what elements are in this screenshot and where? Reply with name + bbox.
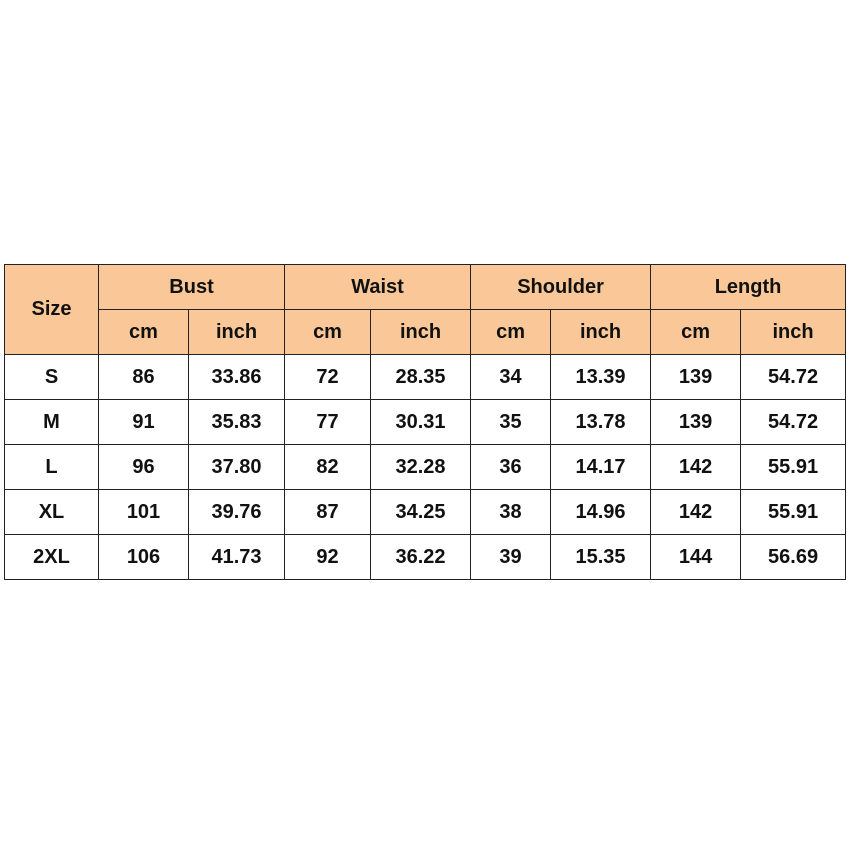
value-cell: 13.78 (551, 400, 651, 445)
header-length: Length (651, 265, 846, 310)
unit-header: cm (471, 310, 551, 355)
value-cell: 54.72 (741, 400, 846, 445)
value-cell: 37.80 (189, 445, 285, 490)
value-cell: 36 (471, 445, 551, 490)
value-cell: 35.83 (189, 400, 285, 445)
header-waist: Waist (285, 265, 471, 310)
value-cell: 72 (285, 355, 371, 400)
value-cell: 92 (285, 535, 371, 580)
value-cell: 82 (285, 445, 371, 490)
value-cell: 96 (99, 445, 189, 490)
value-cell: 101 (99, 490, 189, 535)
value-cell: 13.39 (551, 355, 651, 400)
value-cell: 144 (651, 535, 741, 580)
value-cell: 39.76 (189, 490, 285, 535)
value-cell: 32.28 (371, 445, 471, 490)
header-size: Size (5, 265, 99, 355)
unit-header: inch (551, 310, 651, 355)
value-cell: 34 (471, 355, 551, 400)
size-cell: M (5, 400, 99, 445)
unit-header: inch (371, 310, 471, 355)
value-cell: 142 (651, 445, 741, 490)
value-cell: 14.17 (551, 445, 651, 490)
value-cell: 30.31 (371, 400, 471, 445)
table-row (5, 535, 846, 580)
unit-header: cm (285, 310, 371, 355)
size-chart-table (4, 264, 846, 580)
value-cell: 54.72 (741, 355, 846, 400)
value-cell: 55.91 (741, 490, 846, 535)
value-cell: 35 (471, 400, 551, 445)
value-cell: 38 (471, 490, 551, 535)
value-cell: 34.25 (371, 490, 471, 535)
value-cell: 142 (651, 490, 741, 535)
table-row (5, 490, 846, 535)
table-row (5, 445, 846, 490)
value-cell: 39 (471, 535, 551, 580)
value-cell: 106 (99, 535, 189, 580)
value-cell: 139 (651, 400, 741, 445)
size-cell: S (5, 355, 99, 400)
value-cell: 55.91 (741, 445, 846, 490)
value-cell: 15.35 (551, 535, 651, 580)
value-cell: 14.96 (551, 490, 651, 535)
value-cell: 87 (285, 490, 371, 535)
value-cell: 28.35 (371, 355, 471, 400)
value-cell: 56.69 (741, 535, 846, 580)
value-cell: 36.22 (371, 535, 471, 580)
size-cell: 2XL (5, 535, 99, 580)
header-shoulder: Shoulder (471, 265, 651, 310)
unit-header: inch (189, 310, 285, 355)
table-row (5, 400, 846, 445)
unit-header: inch (741, 310, 846, 355)
table-row (5, 355, 846, 400)
value-cell: 33.86 (189, 355, 285, 400)
size-cell: XL (5, 490, 99, 535)
value-cell: 139 (651, 355, 741, 400)
unit-header: cm (651, 310, 741, 355)
size-cell: L (5, 445, 99, 490)
value-cell: 41.73 (189, 535, 285, 580)
value-cell: 86 (99, 355, 189, 400)
unit-header: cm (99, 310, 189, 355)
header-bust: Bust (99, 265, 285, 310)
value-cell: 91 (99, 400, 189, 445)
value-cell: 77 (285, 400, 371, 445)
